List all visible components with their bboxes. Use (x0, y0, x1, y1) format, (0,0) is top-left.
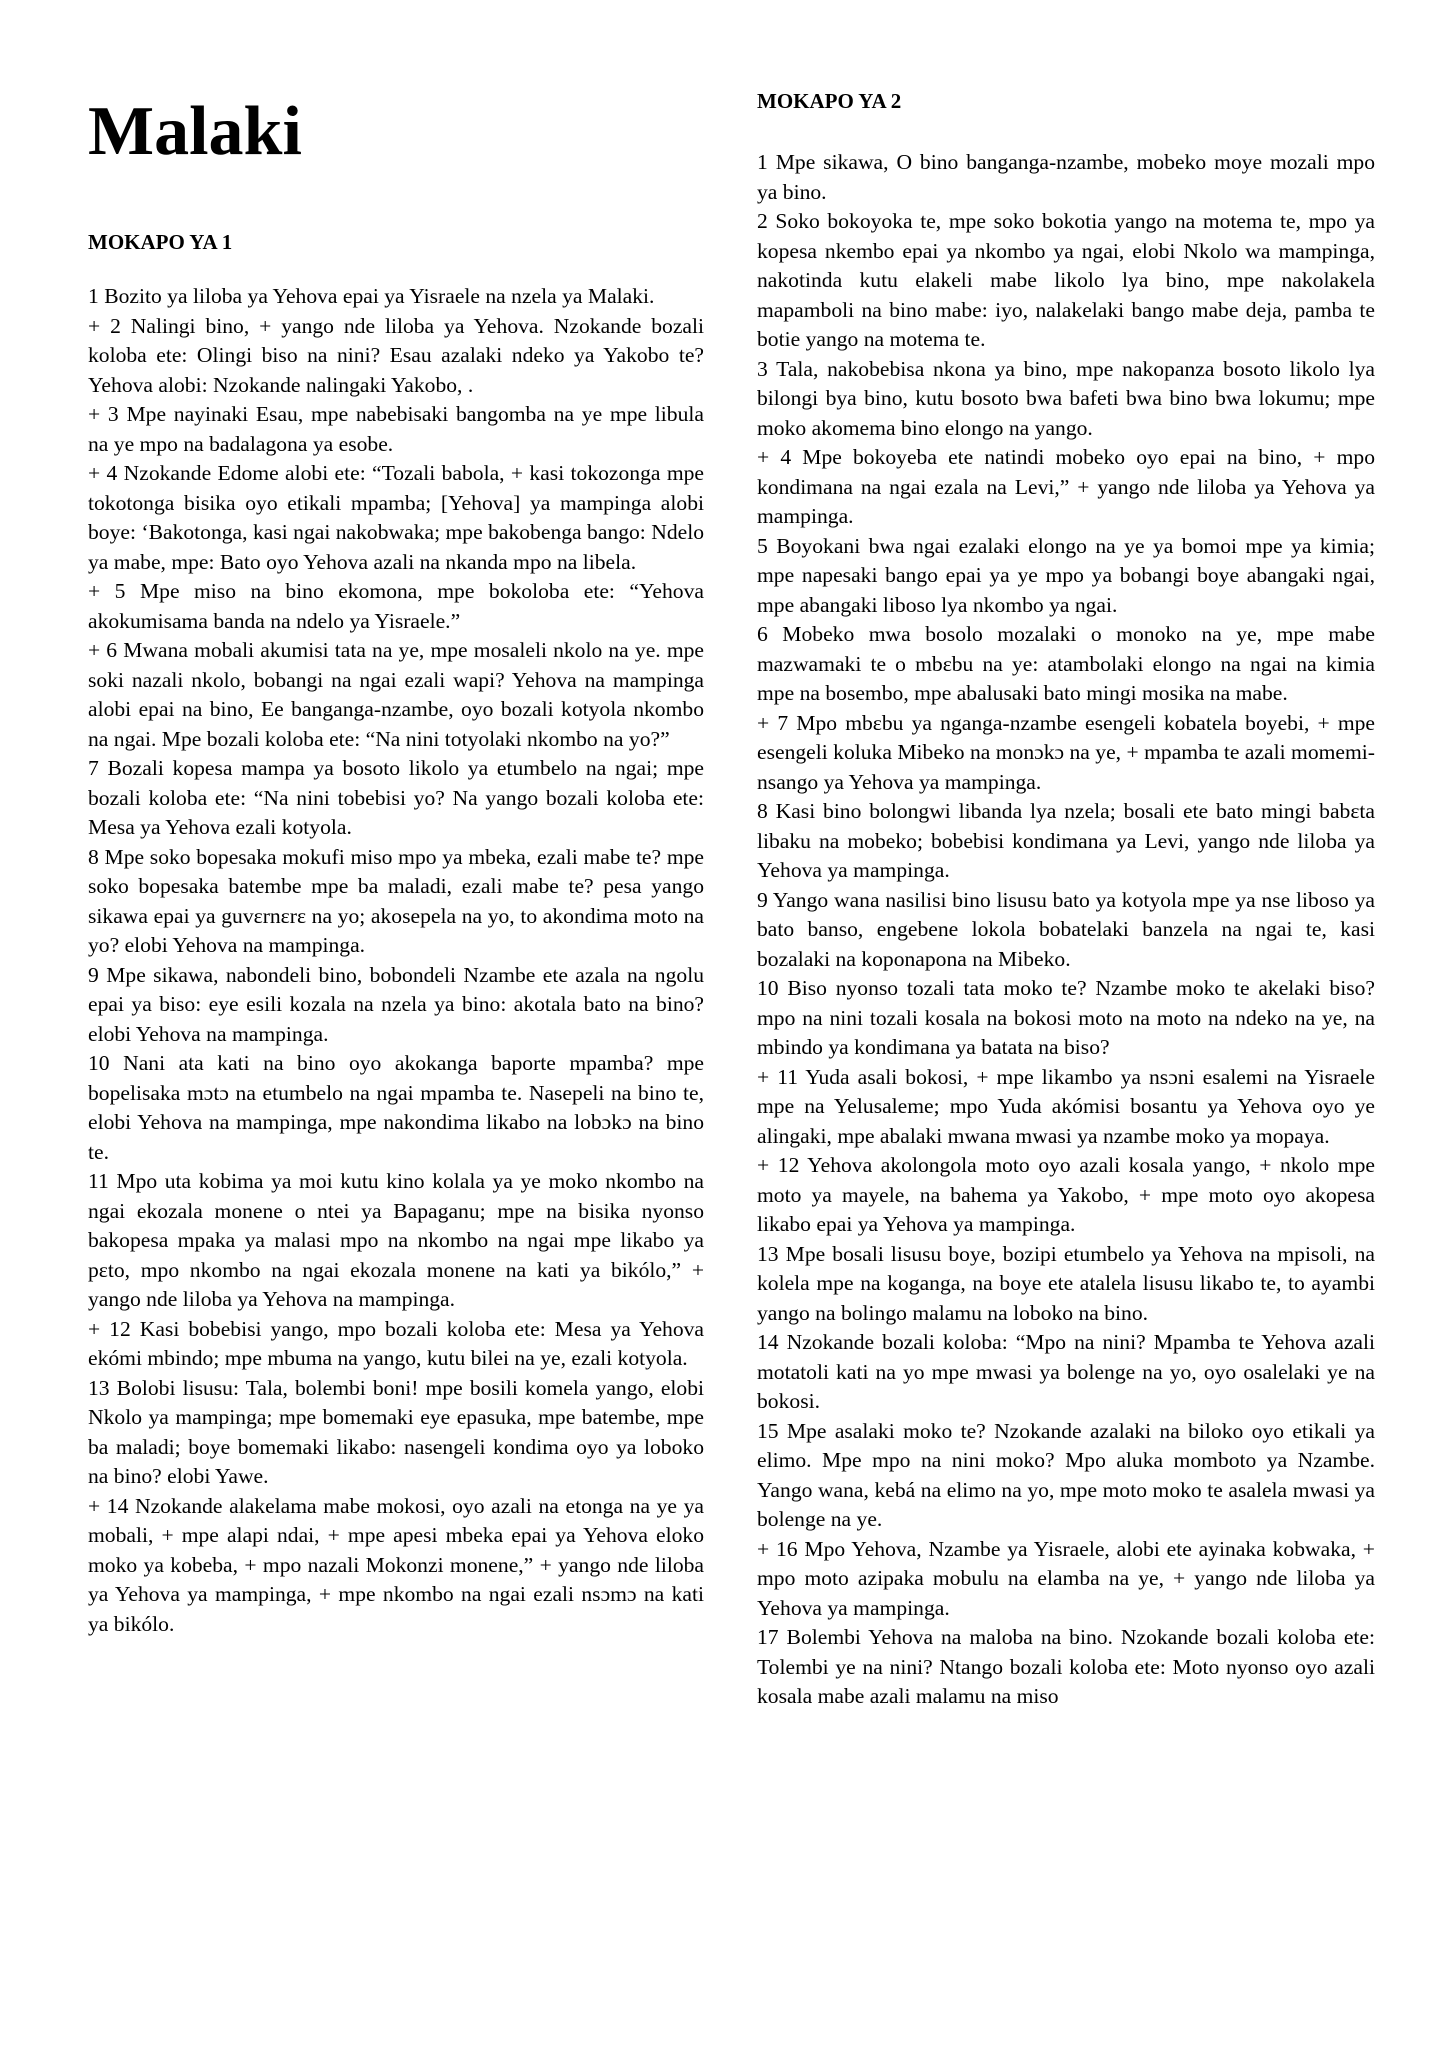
verse: 3 Tala, nakobebisa nkona ya bino, mpe nakopanza bosoto likolo lya bilongi bya bino, kutu bosoto bwa bafeti bwa bino bwa lokumu; mpe moko akomema bino elongo na yango. (757, 356, 1375, 440)
verse: + 6 Mwana mobali akumisi tata na ye, mpe mosaleli nkolo na ye. mpe soki nazali nkolo, bobangi na ngai ezali wapi? Yehova na mampinga alobi epai na bino, Ee banganga-nzambe, oyo bozali kotyola nkombo na ngai. Mpe bozali koloba ete: “Na nini totyolaki nkombo na yo?” (88, 638, 704, 751)
verse: 6 Mobeko mwa bosolo mozalaki o monoko na ye, mpe mabe mazwamaki te o mbɛbu na ye: atambolaki elongo na ngai na kimia mpe na bosembo, mpe abalusaki bato mingi mosika na mabe. (757, 622, 1375, 705)
verse: 9 Mpe sikawa, nabondeli bino, bobondeli Nzambe ete azala na ngolu epai ya biso: eye esili kozala na nzela ya bino: akotala bato na bino? elobi Yehova na mampinga. (88, 962, 704, 1046)
verse: 5 Boyokani bwa ngai ezalaki elongo na ye ya bomoi mpe ya kimia; mpe napesaki bango epai ya ye mpo ya bobangi boye abangaki ngai, mpe abangaki liboso lya nkombo ya ngai. (757, 533, 1375, 617)
verse: + 16 Mpo Yehova, Nzambe ya Yisraele, alobi ete ayinaka kobwaka, + mpo moto azipaka mobulu na elamba na ye, + yango nde liloba ya Yehova ya mampinga. (757, 1536, 1375, 1620)
chapter-2-text (757, 148, 1375, 1712)
verse: 9 Yango wana nasilisi bino lisusu bato ya kotyola mpe ya nse liboso ya bato banso, engebene lokola bobatelaki banzela na ngai te, kasi bozalaki na koponapona na Mibeko. (757, 887, 1375, 971)
chapter-1-text (88, 282, 704, 1639)
verse: + 12 Yehova akolongola moto oyo azali kosala yango, + nkolo mpe moto ya mayele, na bahema ya Yakobo, + mpe moto oyo akopesa likabo epai ya Yehova ya mampinga. (757, 1153, 1375, 1236)
verse: + 14 Nzokande alakelama mabe mokosi, oyo azali na etonga na ye ya mobali, + mpe alapi ndai, + mpe apesi mbeka epai ya Yehova eloko moko ya kobeba, + mpo nazali Mokonzi monene,” + yango nde liloba ya Yehova ya mampinga, + mpe nkombo na ngai ezali nsɔmɔ na kati ya bikólo. (88, 1493, 704, 1636)
verse: + 5 Mpe miso na bino ekomona, mpe bokoloba ete: “Yehova akokumisama banda na ndelo ya Yisraele.” (88, 579, 704, 633)
chapter-heading-2: MOKAPO YA 2 (757, 89, 902, 113)
verse: 2 Soko bokoyoka te, mpe soko bokotia yango na motema te, mpo ya kopesa nkembo epai ya nkombo ya ngai, elobi Nkolo wa mampinga, nakotinda kutu elakeli mabe likolo lya bino, mpe nakolakela mapamboli na bino mabe: iyo, nalakelaki bango mabe deja, pamba te botie yango na motema te. (757, 209, 1375, 351)
chapter-heading-1: MOKAPO YA 1 (88, 230, 233, 254)
verse: 17 Bolembi Yehova na maloba na bino. Nzokande bozali koloba ete: Tolembi ye na nini? Ntango bozali koloba ete: Moto nyonso oyo azali kosala mabe azali malamu na miso (757, 1625, 1375, 1708)
verse: 14 Nzokande bozali koloba: “Mpo na nini? Mpamba te Yehova azali motatoli kati na yo mpe mwasi ya bolenge na yo, oyo osalelaki ye na bokosi. (757, 1330, 1375, 1413)
verse: 11 Mpo uta kobima ya moi kutu kino kolala ya ye moko nkombo na ngai ekozala monene o ntei ya Bapaganu; mpe na bisika nyonso bakopesa mpaka ya malasi mpo na nkombo na ngai mpe likabo ya pɛto, mpo nkombo na ngai ekozala monene na kati ya bikólo,” + yango nde liloba ya Yehova na mampinga. (88, 1169, 704, 1311)
verse: + 4 Nzokande Edome alobi ete: “Tozali babola, + kasi tokozonga mpe tokotonga bisika oyo etikali mpamba; [Yehova] ya mampinga alobi boye: ‘Bakotonga, kasi ngai nakobwaka; mpe bakobenga bango: Ndelo ya mabe, mpe: Bato oyo Yehova azali na nkanda mpo na libela. (88, 461, 704, 574)
book-title: Malaki (88, 93, 302, 170)
verse: + 11 Yuda asali bokosi, + mpe likambo ya nsɔni esalemi na Yisraele mpe na Yelusaleme; mpo Yuda akómisi bosantu ya Yehova oyo ye alingaki, mpe abalaki mwana mwasi ya nzambe moko ya mopaya. (757, 1064, 1375, 1148)
verse: 1 Bozito ya liloba ya Yehova epai ya Yisraele na nzela ya Malaki. (88, 284, 655, 308)
verse: 15 Mpe asalaki moko te? Nzokande azalaki na biloko oyo etikali ya elimo. Mpe mpo na nini moko? Mpo aluka momboto ya Nzambe. Yango wana, kebá na elimo na yo, mpe moto moko te asalela mwasi ya bolenge na ye. (757, 1418, 1375, 1531)
verse: 10 Nani ata kati na bino oyo akokanga baporte mpamba? mpe bopelisaka mɔtɔ na etumbelo na ngai mpamba te. Nasepeli na bino te, elobi Yehova na mampinga, mpe nakondima likabo na lobɔkɔ na bino te. (88, 1051, 704, 1164)
verse: + 7 Mpo mbɛbu ya nganga-nzambe esengeli kobatela boyebi, + mpe esengeli koluka Mibeko na monɔkɔ na ye, + mpamba te azali momemi-nsango ya Yehova ya mampinga. (757, 710, 1375, 794)
verse: + 12 Kasi bobebisi yango, mpo bozali koloba ete: Mesa ya Yehova ekómi mbindo; mpe mbuma na yango, kutu bilei na ye, ezali kotyola. (88, 1316, 704, 1370)
verse: 7 Bozali kopesa mampa ya bosoto likolo ya etumbelo na ngai; mpe bozali koloba ete: “Na nini tobebisi yo? Na yango bozali koloba ete: Mesa ya Yehova ezali kotyola. (88, 756, 704, 839)
verse: + 2 Nalingi bino, + yango nde liloba ya Yehova. Nzokande bozali koloba ete: Olingi biso na nini? Esau azalaki ndeko ya Yakobo te? Yehova alobi: Nzokande nalingaki Yakobo, . (88, 313, 704, 397)
verse: 10 Biso nyonso tozali tata moko te? Nzambe moko te akelaki biso? mpo na nini tozali kosala na bokosi moto na moto na ndeko na ye, na mbindo ya kondimana ya batata na biso? (757, 976, 1375, 1059)
verse: 13 Mpe bosali lisusu boye, bozipi etumbelo ya Yehova na mpisoli, na kolela mpe na koganga, na boye ete atalela lisusu likabo te, to ayambi yango na bolingo malamu na loboko na bino. (757, 1241, 1375, 1325)
verse: + 4 Mpe bokoyeba ete natindi mobeko oyo epai na bino, + mpo kondimana na ngai ezala na Levi,” + yango nde liloba ya Yehova ya mampinga. (757, 445, 1375, 528)
verse: 8 Mpe soko bopesaka mokufi miso mpo ya mbeka, ezali mabe te? mpe soko bopesaka batembe mpe ba maladi, ezali mabe te? pesa yango sikawa epai ya guvɛrnɛrɛ na yo; akosepela na yo, to akondima moto na yo? elobi Yehova na mampinga. (88, 844, 704, 957)
verse: + 3 Mpe nayinaki Esau, mpe nabebisaki bangomba na ye mpe libula na ye mpo na badalagona ya esobe. (88, 402, 704, 456)
verse: 8 Kasi bino bolongwi libanda lya nzela; bosali ete bato mingi babɛta libaku na mobeko; bobebisi kondimana ya Levi, yango nde liloba ya Yehova ya mampinga. (757, 799, 1375, 882)
verse: 1 Mpe sikawa, O bino banganga-nzambe, mobeko moye mozali mpo ya bino. (757, 150, 1375, 204)
verse: 13 Bolobi lisusu: Tala, bolembi boni! mpe bosili komela yango, elobi Nkolo ya mampinga; mpe bomemaki eye epasuka, mpe batembe, mpe ba maladi; boye bomemaki likabo: nasengeli kondima oyo ya loboko na bino? elobi Yawe. (88, 1375, 704, 1488)
